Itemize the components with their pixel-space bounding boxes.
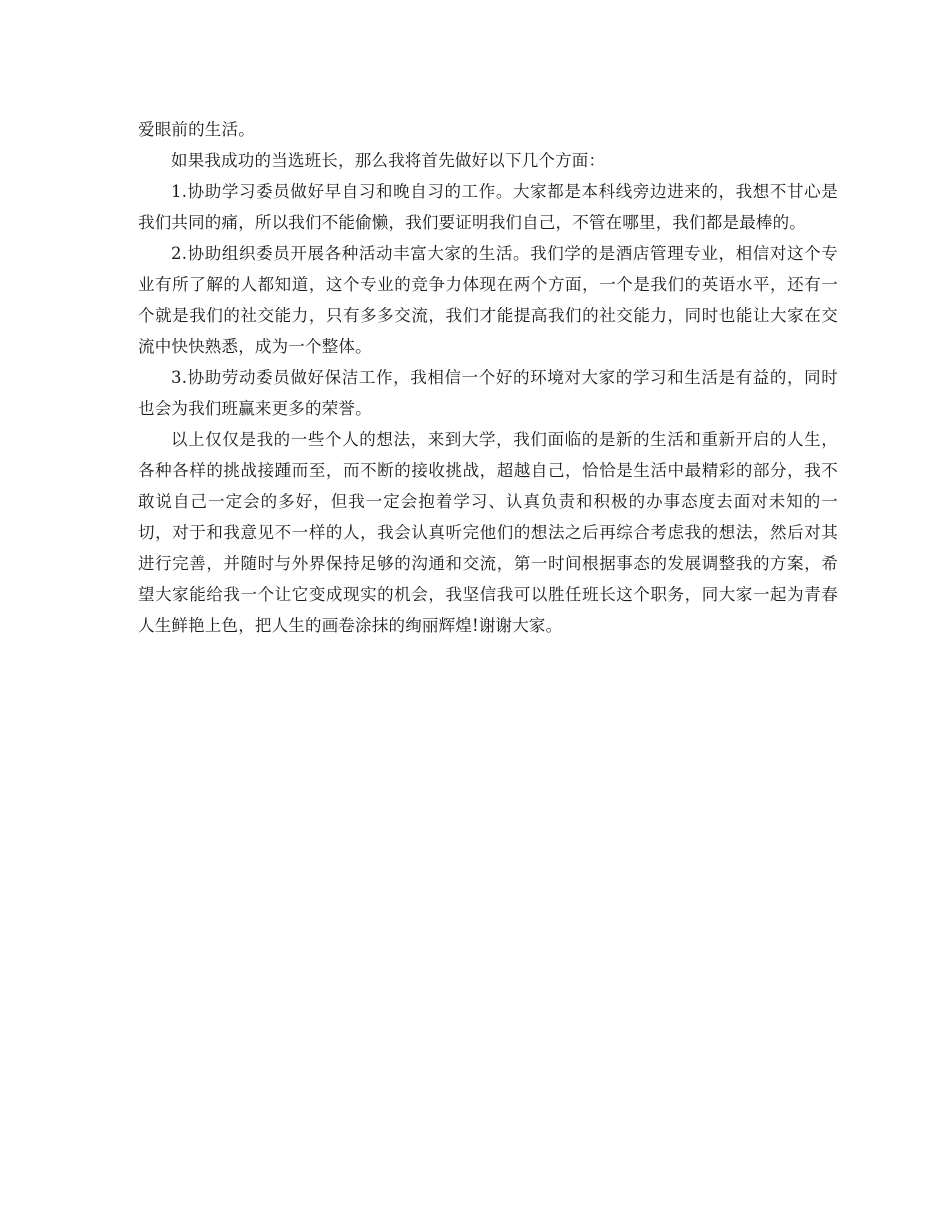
paragraph-item-2: 2.协助组织委员开展各种活动丰富大家的生活。我们学的是酒店管理专业，相信对这个专业有所了解的人都知道，这个专业的竞争力体现在两个方面，一个是我们的英语水平，还有一个就是我们的社交能力，只有多多交流，我们才能提高我们的社交能力，同时也能让大家在交流中快快熟悉，成为一个整体。: [138, 244, 838, 356]
paragraph-closing: 以上仅仅是我的一些个人的想法，来到大学，我们面临的是新的生活和重新开启的人生，各种各样的挑战接踵而至，而不断的接收挑战，超越自己，恰恰是生活中最精彩的部分，我不敢说自己一定会的多好，但我一定会抱着学习、认真负责和积极的办事态度去面对未知的一切，对于和我意见不一样的人，我会认真听完他们的想法之后再综合考虑我的想法，然后对其进行完善，并随时与外界保持足够的沟通和交流，第一时间根据事态的发展调整我的方案，希望大家能给我一个让它变成现实的机会，我坚信我可以胜任班长这个职务，同大家一起为青春人生鲜艳上色，把人生的画卷涂抹的绚丽辉煌!谢谢大家。: [138, 430, 838, 635]
paragraph-intro: 如果我成功的当选班长，那么我将首先做好以下几个方面：: [171, 151, 606, 170]
paragraph-item-3: 3.协助劳动委员做好保洁工作，我相信一个好的环境对大家的学习和生活是有益的，同时也会为我们班赢来更多的荣誉。: [138, 368, 838, 418]
document-body: [138, 114, 838, 641]
paragraph-item-1: 1.协助学习委员做好早自习和晚自习的工作。大家都是本科线旁边进来的，我想不甘心是我们共同的痛，所以我们不能偷懒，我们要证明我们自己，不管在哪里，我们都是最棒的。: [138, 182, 838, 232]
paragraph-continuation: 爱眼前的生活。: [138, 120, 255, 139]
